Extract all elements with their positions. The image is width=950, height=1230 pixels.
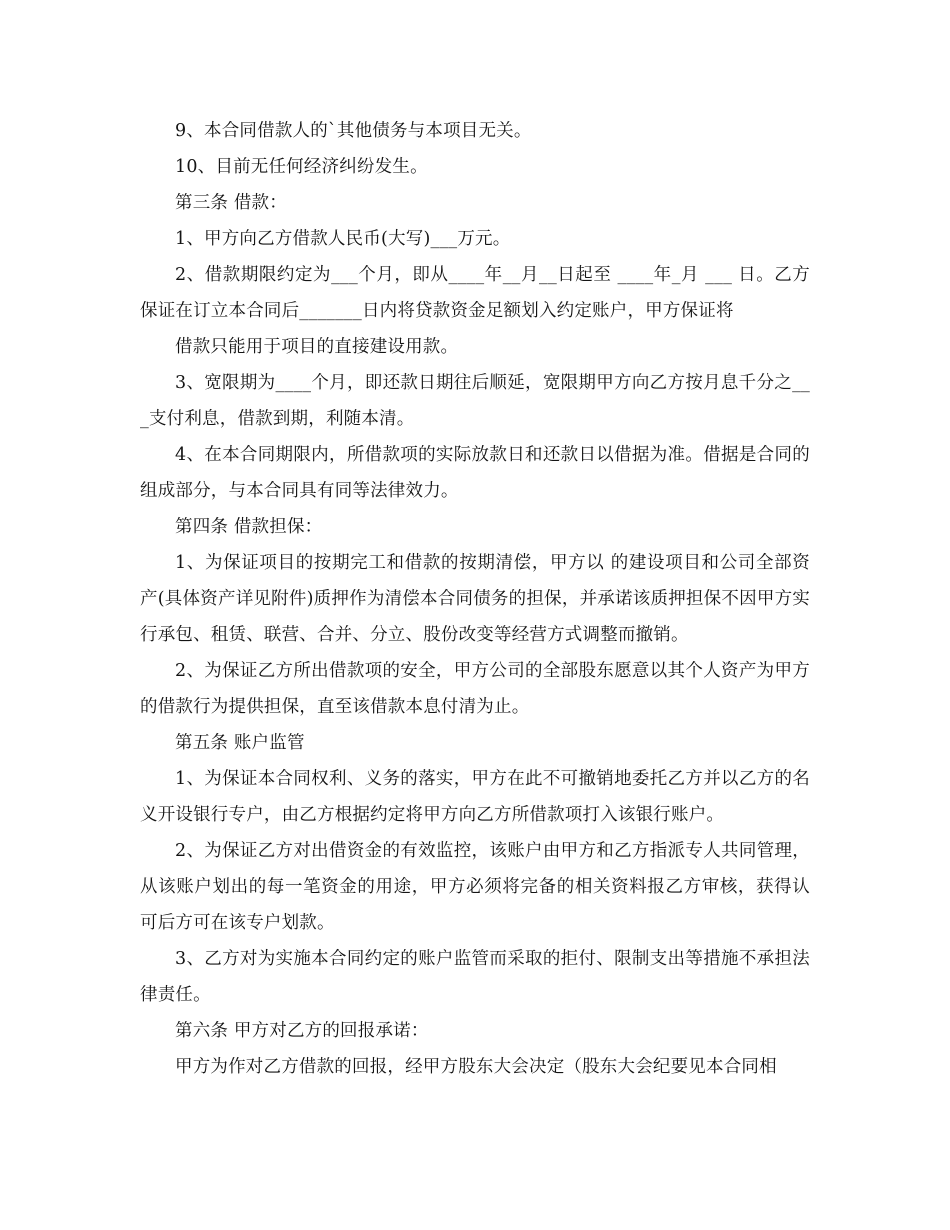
article-5-clause-3: 3、乙方对为实施本合同约定的账户监管而采取的拒付、限制支出等措施不承担法律责任。 (140, 949, 810, 1005)
paragraph-item-10: 10、目前无任何经济纠纷发生。 (175, 157, 428, 177)
article-5-clause-2: 2、为保证乙方对出借资金的有效监控，该账户由甲方和乙方指派专人共同管理，从该账户划出的每一笔资金的用途，甲方必须将完备的相关资料报乙方审核，获得认可后方可在该专户划款。 (140, 841, 810, 933)
article-3-clause-2: 2、借款期限约定为___个月，即从____年__月__日起至 ____年_月 ___ 日。乙方保证在订立本合同后_______日内将贷款资金足额划入约定账户，甲方保证将 (140, 265, 810, 321)
article-5-clause-1: 1、为保证本合同权利、义务的落实，甲方在此不可撤销地委托乙方并以乙方的名义开设银行专户，由乙方根据约定将甲方向乙方所借款项打入该银行账户。 (140, 769, 810, 825)
article-3-clause-4: 4、在本合同期限内，所借款项的实际放款日和还款日以借据为准。借据是合同的组成部分，与本合同具有同等法律效力。 (140, 445, 810, 501)
paragraph-item-9: 9、本合同借款人的`其他债务与本项目无关。 (175, 121, 532, 141)
article-4-heading: 第四条 借款担保： (175, 517, 323, 537)
article-3-heading: 第三条 借款： (175, 193, 287, 213)
article-3-clause-3: 3、宽限期为____个月，即还款日期往后顺延，宽限期甲方向乙方按月息千分之___支付利息，借款到期，利随本清。 (140, 373, 810, 429)
article-4-clause-1: 1、为保证项目的按期完工和借款的按期清偿，甲方以 的建设项目和公司全部资产(具体资产详见附件)质押作为清偿本合同债务的担保，并承诺该质押担保不因甲方实行承包、租赁、联营、合并、分立、股份改变等经营方式调整而撤销。 (140, 553, 810, 645)
article-3-clause-2-continued: 借款只能用于项目的直接建设用款。 (175, 337, 459, 357)
article-5-heading: 第五条 账户监管 (175, 733, 305, 753)
article-4-clause-2: 2、为保证乙方所出借款项的安全，甲方公司的全部股东愿意以其个人资产为甲方的借款行为提供担保，直至该借款本息付清为止。 (140, 661, 810, 717)
article-3-clause-1: 1、甲方向乙方借款人民币(大写)___万元。 (175, 229, 511, 249)
document-body (140, 113, 810, 1085)
article-6-paragraph-1: 甲方为作对乙方借款的回报，经甲方股东大会决定（股东大会纪要见本合同相 (175, 1057, 777, 1077)
article-6-heading: 第六条 甲方对乙方的回报承诺： (175, 1021, 429, 1041)
